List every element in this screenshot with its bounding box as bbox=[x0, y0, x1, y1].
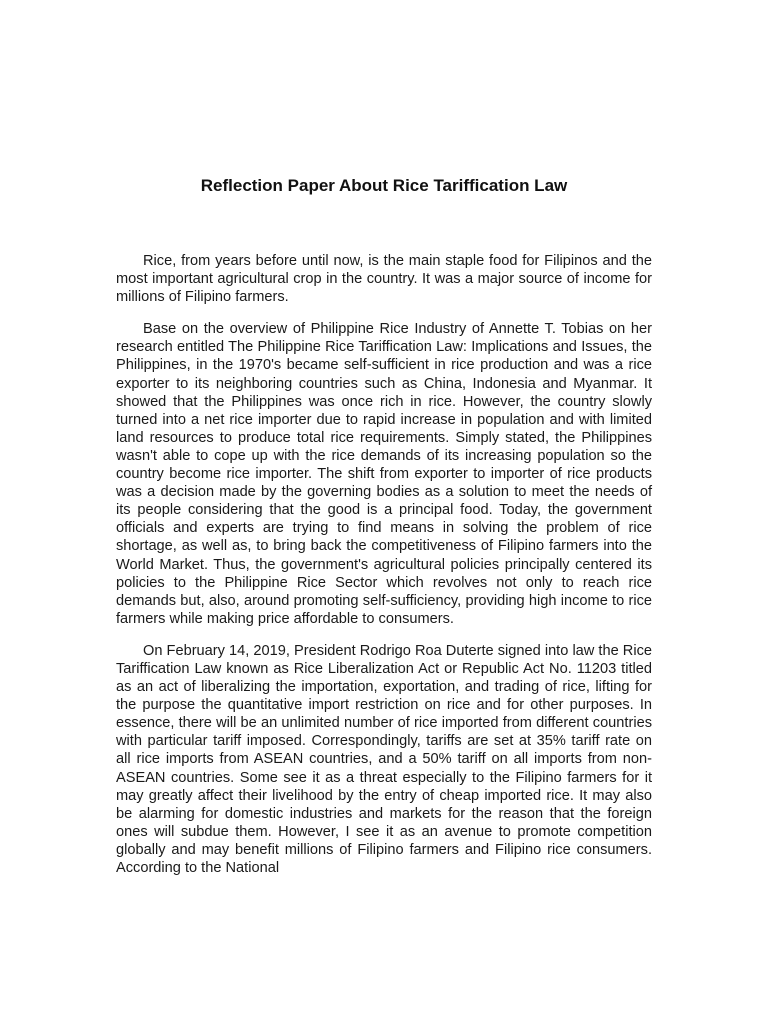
document-body bbox=[116, 252, 652, 891]
paragraph-3: On February 14, 2019, President Rodrigo Roa Duterte signed into law the Rice Tariffication Law known as Rice Liberalization Act or Republic Act No. 11203 titled as an act of liberalizing the importation, exportation, and trading of rice, lifting for the purpose the quantitative import restriction on rice and for other purposes. In essence, there will be an unlimited number of rice imported from different countries with particular tariff imposed. Correspondingly, tariffs are set at 35% tariff rate on all rice imports from ASEAN countries, and a 50% tariff on all imports from non-ASEAN countries. Some see it as a threat especially to the Filipino farmers for it may greatly affect their livelihood by the entry of cheap imported rice. It may also be alarming for domestic industries and markets for the reason that the foreign ones will subdue them. However, I see it as an avenue to promote competition globally and may benefit millions of Filipino farmers and Filipino rice consumers. According to the National bbox=[116, 642, 652, 876]
paragraph-1: Rice, from years before until now, is the main staple food for Filipinos and the most important agricultural crop in the country. It was a major source of income for millions of Filipino farmers. bbox=[116, 253, 652, 306]
paragraph-2: Base on the overview of Philippine Rice Industry of Annette T. Tobias on her research entitled The Philippine Rice Tariffication Law: Implications and Issues, the Philippines, in the 1970's became self-sufficient in rice production and was a rice exporter to its neighboring countries such as China, Indonesia and Myanmar. It showed that the Philippines was once rich in rice. However, the country slowly turned into a net rice importer due to rapid increase in population and with limited land resources to produce total rice requirements. Simply stated, the Philippines wasn't able to cope up with the rice demands of its increasing population so the country become rice importer. The shift from exporter to importer of rice products was a decision made by the governing bodies as a solution to meet the needs of its people considering that the good is a principal food. Today, the government officials and experts are trying to find means in solving the problem of rice shortage, as well as, to bring back the competitiveness of Filipino farmers into the World Market. Thus, the government's agricultural policies principally centered its policies to the Philippine Rice Sector which revolves not only to reach rice demands but, also, around promoting self-sufficiency, providing high income to rice farmers while making price affordable to consumers. bbox=[116, 321, 652, 627]
document-title: Reflection Paper About Rice Tariffication Law bbox=[200, 176, 568, 195]
